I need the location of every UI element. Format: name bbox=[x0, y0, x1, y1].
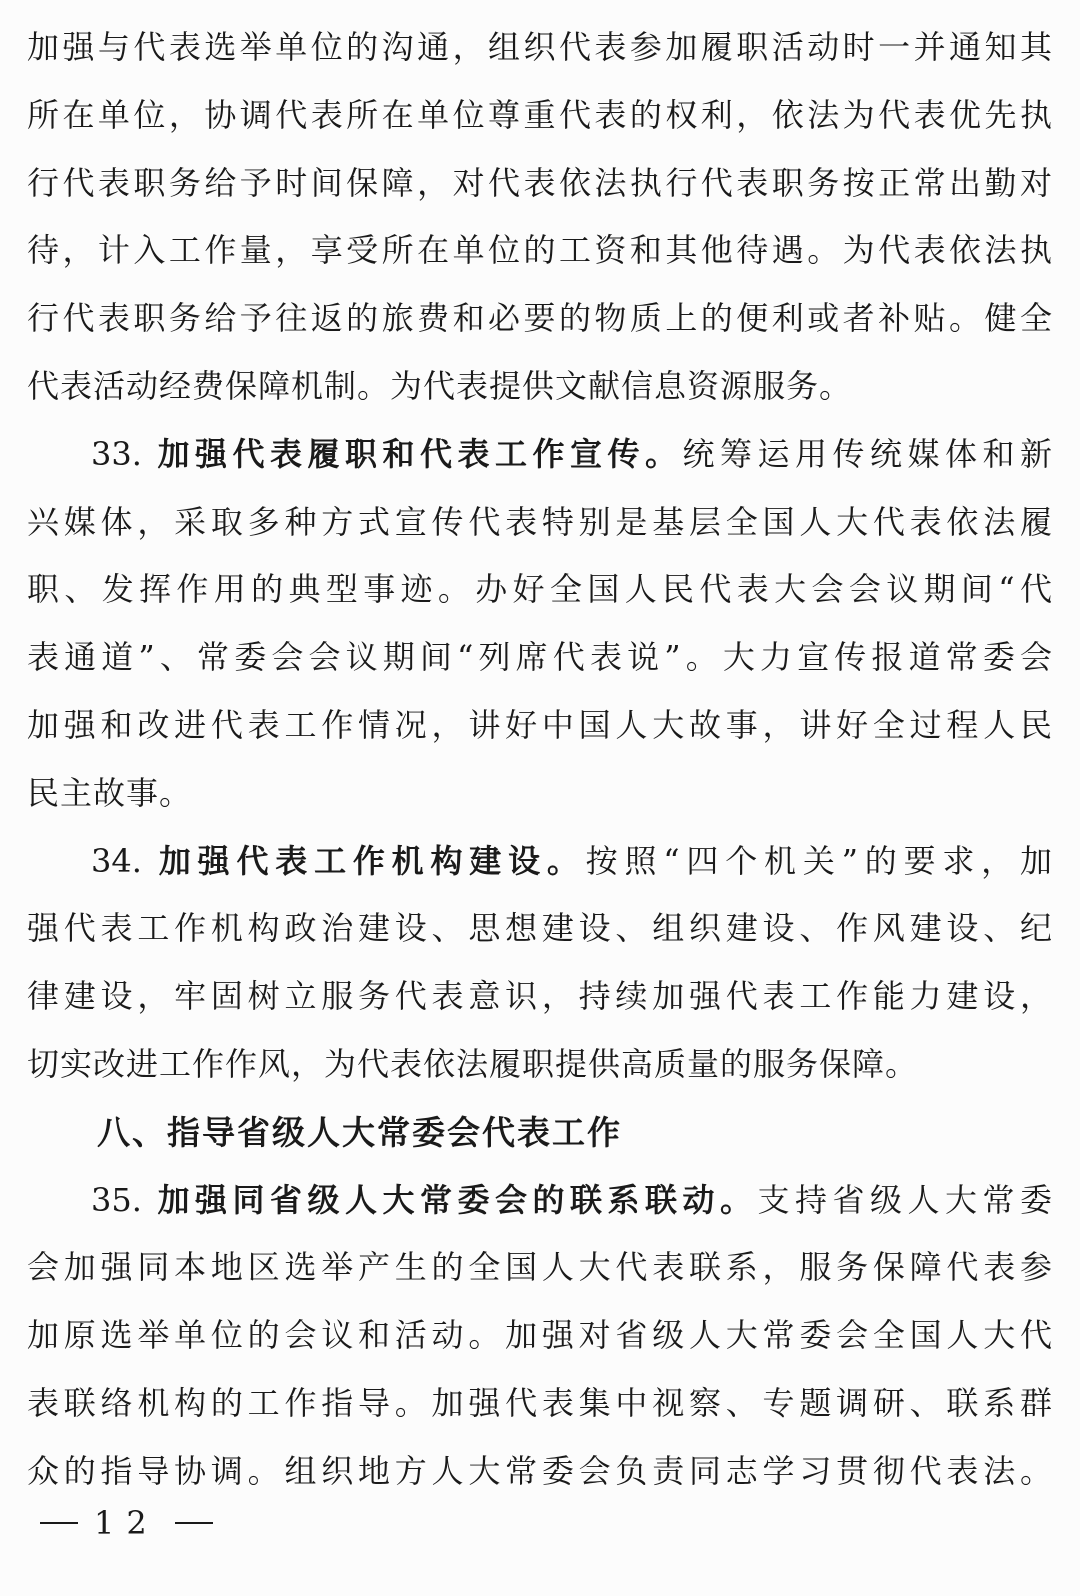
text-line: 行代表职务给予往返的旅费和必要的物质上的便利或者补贴。健全 bbox=[27, 299, 1053, 338]
page-footer bbox=[40, 1503, 213, 1543]
text-line: 表联络机构的工作指导。加强代表集中视察、专题调研、联系群 bbox=[27, 1383, 1053, 1422]
text-line: 待，计入工作量，享受所在单位的工资和其他待遇。为代表依法执 bbox=[27, 231, 1053, 270]
item-text: 统筹运用传统媒体和新 bbox=[682, 434, 1053, 473]
item-number: 34. bbox=[91, 841, 142, 880]
item-title: 加强代表履职和代表工作宣传。 bbox=[157, 434, 683, 473]
page-number: 12 bbox=[94, 1504, 159, 1542]
item-title: 加强同省级人大常委会的联系联动。 bbox=[157, 1180, 758, 1219]
text-line: 律建设，牢固树立服务代表意识，持续加强代表工作能力建设， bbox=[27, 977, 1053, 1016]
text-line: 代表活动经费保障机制。为代表提供文献信息资源服务。 bbox=[27, 366, 853, 405]
footer-dash-right bbox=[175, 1522, 213, 1524]
item-first-line bbox=[27, 828, 1053, 896]
text-line: 加强和改进代表工作情况，讲好中国人大故事，讲好全过程人民 bbox=[27, 705, 1053, 744]
text-line: 行代表职务给予时间保障，对代表依法执行代表职务按正常出勤对 bbox=[27, 163, 1053, 202]
text-line: 表通道”、常委会会议期间“列席代表说”。大力宣传报道常委会 bbox=[27, 638, 1053, 677]
item-text: 支持省级人大常委 bbox=[757, 1180, 1053, 1219]
paragraph-intro bbox=[27, 14, 1053, 421]
item-first-line bbox=[27, 421, 1053, 489]
item-number: 33. bbox=[91, 434, 142, 473]
text-line: 民主故事。 bbox=[27, 773, 193, 812]
text-line: 职、发挥作用的典型事迹。办好全国人民代表大会会议期间“代 bbox=[27, 570, 1053, 609]
item-34 bbox=[27, 828, 1053, 1099]
item-title: 加强代表工作机构建设。 bbox=[158, 841, 586, 880]
text-line: 兴媒体，采取多种方式宣传代表特别是基层全国人大代表依法履 bbox=[27, 502, 1053, 541]
footer-dash-left bbox=[40, 1522, 78, 1524]
text-line: 众的指导协调。组织地方人大常委会负责同志学习贯彻代表法。 bbox=[27, 1451, 1053, 1490]
item-text: 按照“四个机关”的要求，加 bbox=[585, 841, 1053, 880]
item-35 bbox=[27, 1167, 1053, 1506]
text-line: 会加强同本地区选举产生的全国人大代表联系，服务保障代表参 bbox=[27, 1248, 1053, 1287]
text-line: 切实改进工作作风，为代表依法履职提供高质量的服务保障。 bbox=[27, 1044, 919, 1083]
text-line: 加原选举单位的会议和活动。加强对省级人大常委会全国人大代 bbox=[27, 1316, 1053, 1355]
section-heading: 八、指导省级人大常委会代表工作 bbox=[97, 1112, 622, 1152]
text-line: 加强与代表选举单位的沟通，组织代表参加履职活动时一并通知其 bbox=[27, 28, 1053, 66]
item-number: 35. bbox=[91, 1180, 142, 1219]
item-first-line bbox=[27, 1167, 1053, 1235]
text-line: 强代表工作机构政治建设、思想建设、组织建设、作风建设、纪 bbox=[27, 909, 1053, 948]
text-line: 所在单位，协调代表所在单位尊重代表的权利，依法为代表优先执 bbox=[27, 95, 1053, 134]
document-page bbox=[27, 14, 1053, 1506]
item-33 bbox=[27, 421, 1053, 828]
